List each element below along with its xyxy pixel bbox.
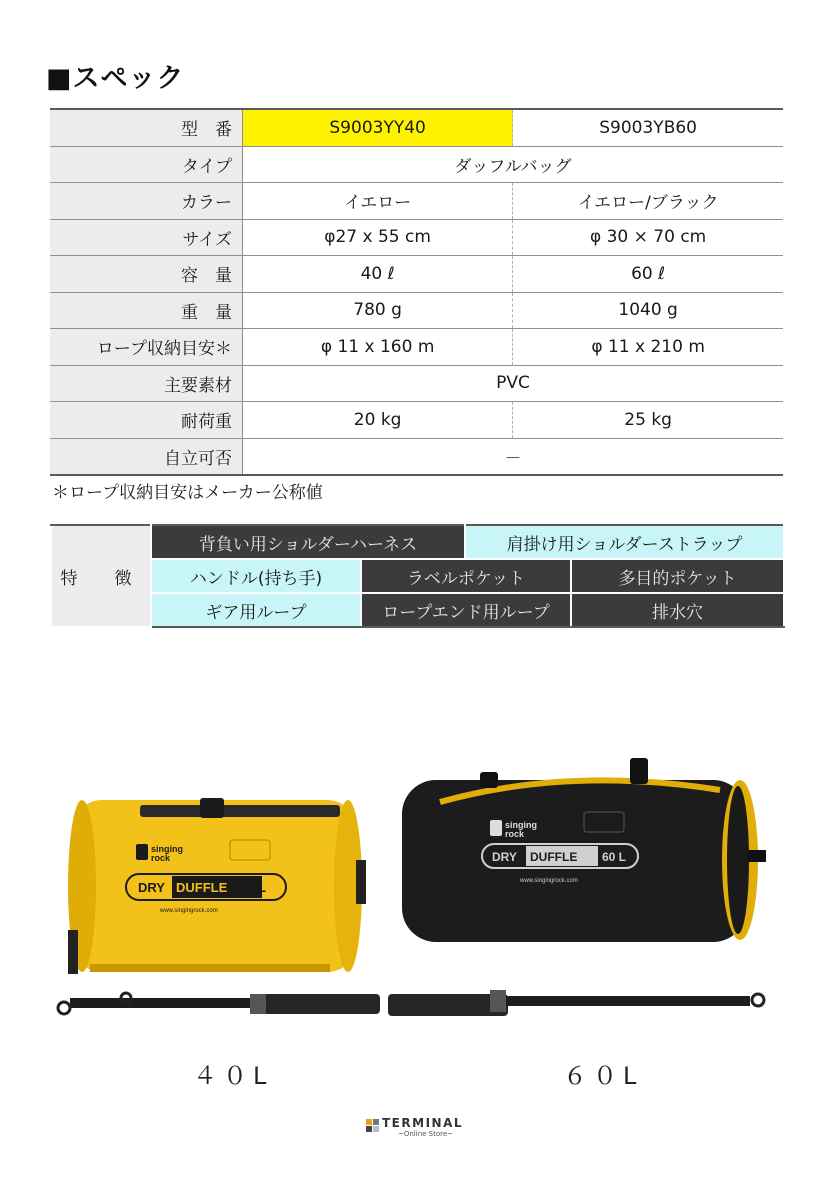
spec-row-material: [50, 365, 783, 402]
bag-40l-size: 40 L: [240, 880, 267, 895]
spec-row-type: [50, 146, 783, 183]
features-table: [50, 524, 785, 628]
spec-value-60l: φ 30 × 70 cm: [513, 219, 783, 256]
spec-value-60l: 1040 g: [513, 292, 783, 329]
logo-square-icon: [366, 1126, 372, 1132]
spec-label: 耐荷重: [50, 402, 243, 439]
spec-row-model: [50, 109, 783, 146]
bag-60l-brand-1: singing: [505, 820, 537, 830]
feature-multi-pocket: 多目的ポケット: [571, 559, 784, 593]
feature-label-pocket: ラベルポケット: [361, 559, 571, 593]
product-photo: [50, 750, 783, 1040]
spec-label: タイプ: [50, 146, 243, 183]
feature-shoulder-harness: 背負い用ショルダーハーネス: [151, 525, 465, 559]
spec-value-40l: 40 ℓ: [243, 256, 513, 293]
spec-value-40l: イエロー: [243, 183, 513, 220]
bag-60l-size: 60 L: [602, 850, 627, 864]
spec-table: [50, 108, 783, 476]
spec-value-40l: 20 kg: [243, 402, 513, 439]
spec-footnote: ＊ロープ収納目安はメーカー公称値: [52, 483, 323, 503]
spec-value-40l: S9003YY40: [243, 109, 513, 146]
logo-subtitle: ~Online Store~: [398, 1130, 454, 1138]
spec-label: 容 量: [50, 256, 243, 293]
logo-square-icon: [373, 1126, 379, 1132]
spec-value-60l: φ 11 x 210 m: [513, 329, 783, 366]
bag-60l-url: www.singingrock.com: [520, 878, 578, 884]
feature-gear-loop: ギア用ループ: [151, 593, 361, 627]
spec-label: サイズ: [50, 219, 243, 256]
spec-heading: ■スペック: [46, 63, 185, 94]
spec-row-capacity: [50, 256, 783, 293]
features-label: 特 徴: [51, 525, 151, 627]
spec-row-weight: [50, 292, 783, 329]
spec-value-merged: PVC: [243, 365, 784, 402]
logo-square-icon: [373, 1119, 379, 1125]
spec-value-60l: 60 ℓ: [513, 256, 783, 293]
logo-name: TERMINAL: [382, 1116, 464, 1130]
logo-square-icon: [366, 1119, 372, 1125]
strap-60l-image: [388, 990, 764, 1016]
bag-40l-url: www.singingrock.com: [160, 908, 218, 914]
bag-60l-dry: DRY: [492, 850, 517, 864]
spec-value-40l: 780 g: [243, 292, 513, 329]
spec-row-color: [50, 183, 783, 220]
spec-row-size: [50, 219, 783, 256]
feature-rope-end-loop: ロープエンド用ループ: [361, 593, 571, 627]
caption-60l: ６０L: [563, 1062, 643, 1090]
spec-label: カラー: [50, 183, 243, 220]
spec-row-load: [50, 402, 783, 439]
spec-value-60l: イエロー/ブラック: [513, 183, 783, 220]
bag-60l-image: [402, 758, 766, 942]
bag-60l-brand-2: rock: [505, 829, 525, 839]
caption-40l: ４０L: [193, 1062, 273, 1090]
spec-label: 主要素材: [50, 365, 243, 402]
feature-shoulder-strap: 肩掛け用ショルダーストラップ: [465, 525, 784, 559]
spec-value-merged: －: [243, 438, 784, 475]
spec-value-60l: S9003YB60: [513, 109, 783, 146]
bag-40l-dry: DRY: [138, 880, 165, 895]
bag-40l-brand-2: rock: [151, 853, 171, 863]
spec-row-rope: [50, 329, 783, 366]
spec-value-60l: 25 kg: [513, 402, 783, 439]
bag-40l-image: [68, 798, 366, 974]
bag-60l-duffle: DUFFLE: [530, 850, 578, 864]
strap-40l-image: [58, 993, 380, 1014]
spec-label: 自立可否: [50, 438, 243, 475]
spec-label: 重 量: [50, 292, 243, 329]
spec-value-40l: φ27 x 55 cm: [243, 219, 513, 256]
spec-label: 型 番: [50, 109, 243, 146]
bag-40l-duffle: DUFFLE: [176, 880, 228, 895]
feature-handle: ハンドル(持ち手): [151, 559, 361, 593]
spec-value-40l: φ 11 x 160 m: [243, 329, 513, 366]
store-logo: [366, 1118, 476, 1142]
bag-40l-brand-1: singing: [151, 844, 183, 854]
spec-label: ロープ収納目安＊: [50, 329, 243, 366]
spec-row-standing: [50, 438, 783, 475]
feature-drain-hole: 排水穴: [571, 593, 784, 627]
spec-value-merged: ダッフルバッグ: [243, 146, 784, 183]
